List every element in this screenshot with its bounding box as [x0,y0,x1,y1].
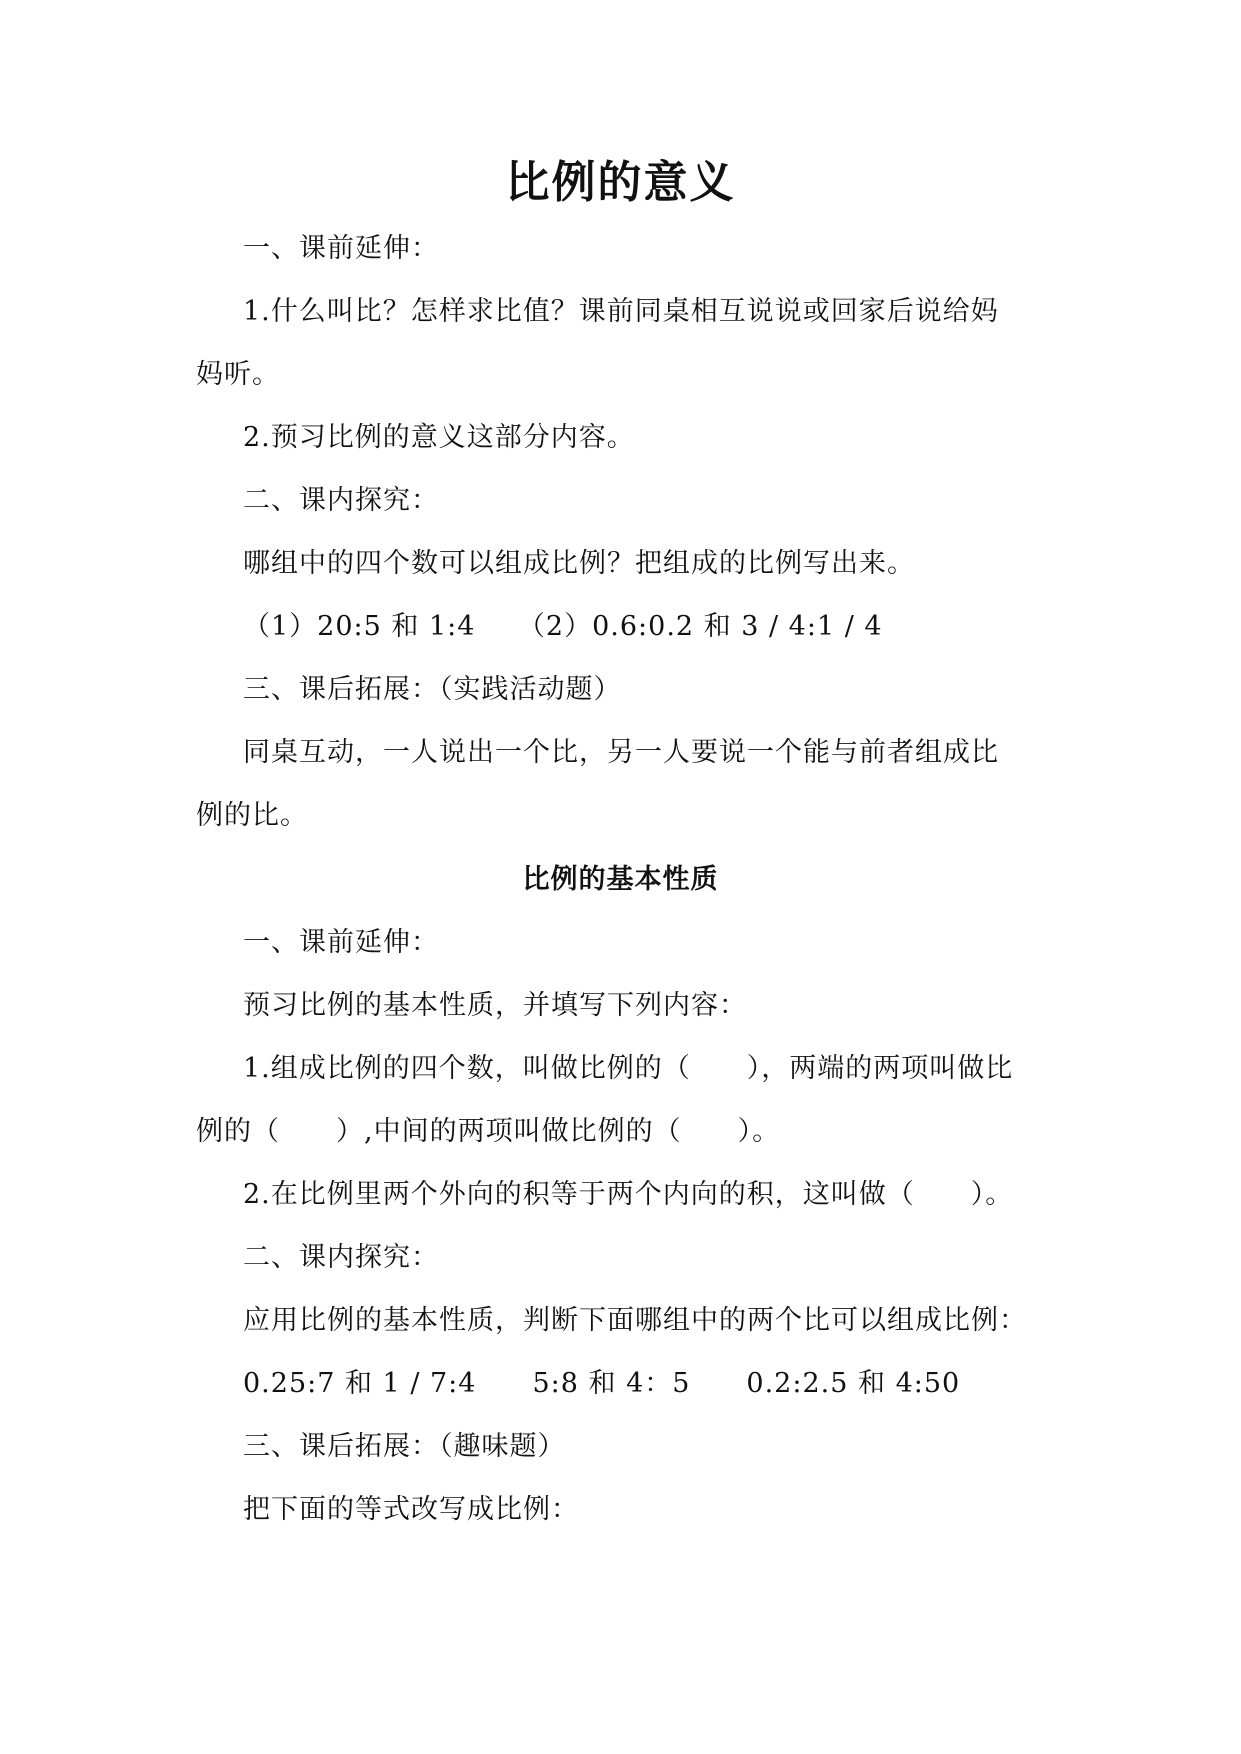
section1-after-class-heading: 三、课后拓展：（实践活动题） [243,674,622,705]
section2-in-class-options: 0.25:7 和 1 / 7:4 5:8 和 4：5 0.2:2.5 和 4:50 [243,1368,961,1399]
section1-item2: 2.预习比例的意义这部分内容。 [243,422,635,453]
section1-title: 比例的意义 [505,157,736,208]
section1-item1-line1: 1.什么叫比？怎样求比值？课前同桌相互说说或回家后说给妈 [243,296,999,327]
section1-after-class-line2: 例的比。 [196,800,308,831]
section2-item2: 2.在比例里两个外向的积等于两个内向的积，这叫做（ ）。 [243,1179,1014,1210]
section2-intro: 预习比例的基本性质，并填写下列内容： [243,990,747,1021]
section2-title: 比例的基本性质 [522,864,719,895]
section2-item1-line1: 1.组成比例的四个数，叫做比例的（ ），两端的两项叫做比 [243,1053,1014,1084]
section2-in-class-question: 应用比例的基本性质，判断下面哪组中的两个比可以组成比例： [243,1305,1027,1336]
section1-in-class-question: 哪组中的四个数可以组成比例？把组成的比例写出来。 [243,548,915,579]
section1-in-class-options: （1）20:5 和 1:4 （2）0.6:0.2 和 3 / 4:1 / 4 [243,611,883,642]
section2-in-class-heading: 二、课内探究： [243,1242,439,1273]
section1-item1-line2: 妈听。 [196,359,280,390]
section2-pre-class-heading: 一、课前延伸： [243,927,439,958]
section1-after-class-line1: 同桌互动，一人说出一个比，另一人要说一个能与前者组成比 [243,737,999,768]
section2-item1-line2: 例的（ ）,中间的两项叫做比例的（ ）。 [196,1116,781,1147]
section2-after-class-heading: 三、课后拓展：（趣味题） [243,1431,566,1462]
section1-pre-class-heading: 一、课前延伸： [243,233,439,264]
section2-after-class-text: 把下面的等式改写成比例： [243,1494,579,1525]
section1-in-class-heading: 二、课内探究： [243,485,439,516]
